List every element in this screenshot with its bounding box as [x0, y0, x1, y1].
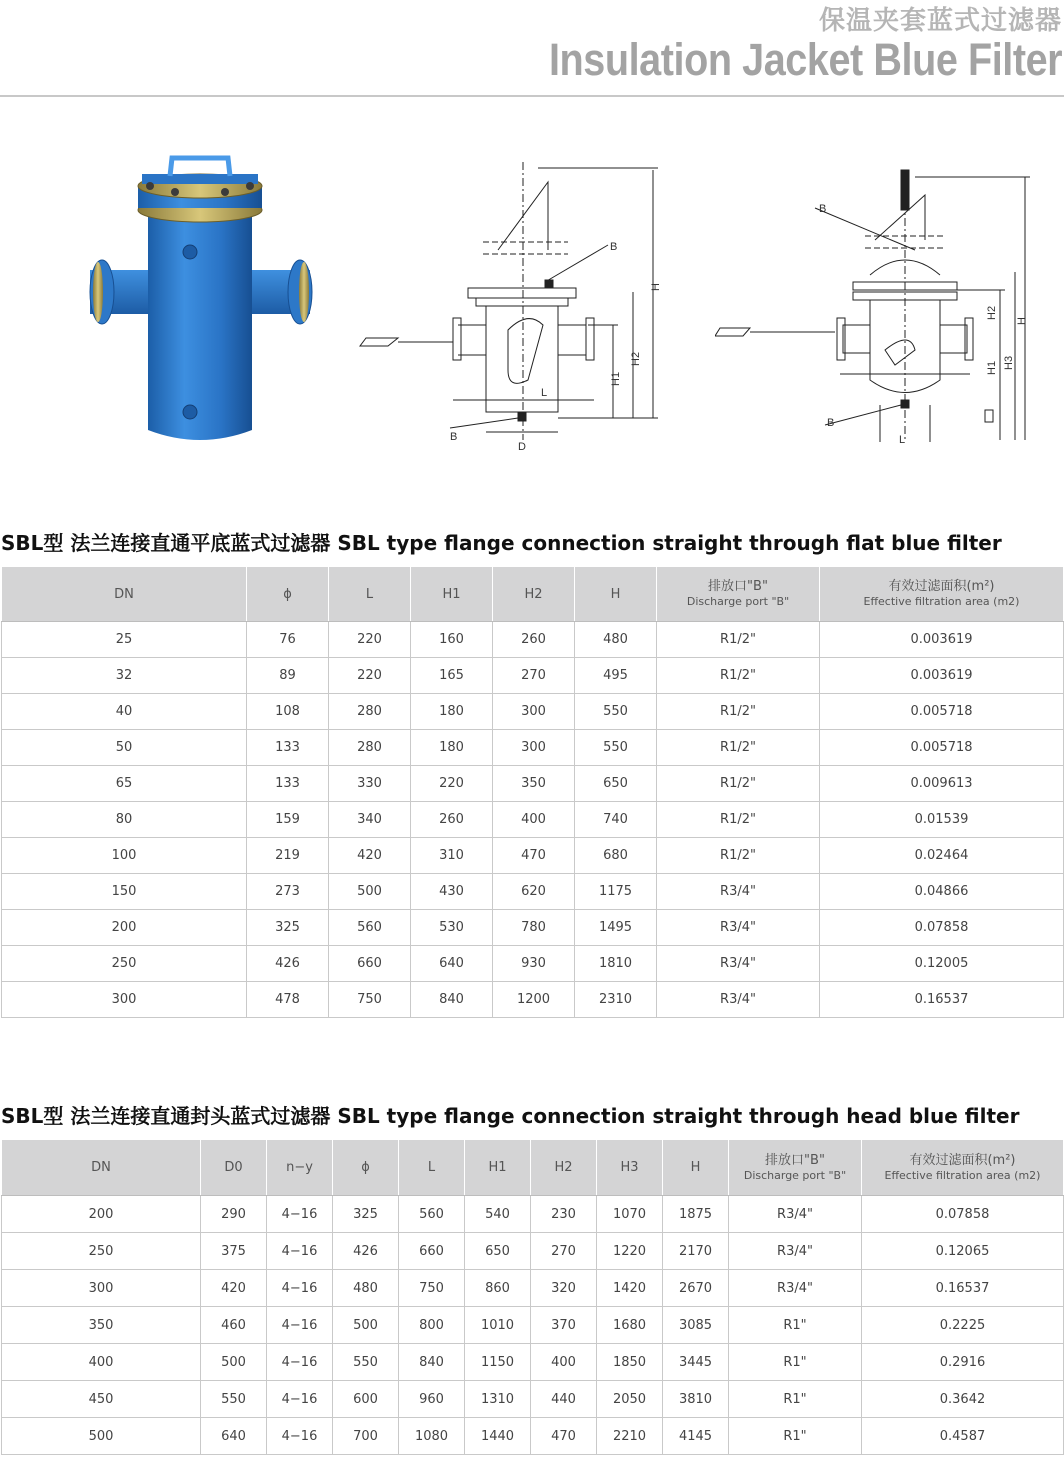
table-cell: 270 — [493, 658, 575, 694]
label-b: B — [610, 241, 618, 253]
col-header-ny: n−y — [267, 1140, 333, 1196]
table-row — [2, 1344, 1064, 1381]
table2-header-row — [2, 1140, 1064, 1196]
table-cell: 0.005718 — [820, 694, 1064, 730]
table-cell: R1/2" — [657, 658, 820, 694]
table-cell: 165 — [411, 658, 493, 694]
table-cell: 270 — [531, 1233, 597, 1270]
table-cell: 0.2225 — [862, 1307, 1064, 1344]
table-cell: 1010 — [465, 1307, 531, 1344]
col-header-dn: DN — [2, 1140, 201, 1196]
figures-row — [0, 140, 1064, 460]
table-cell: 310 — [411, 838, 493, 874]
table-cell: 0.003619 — [820, 622, 1064, 658]
table-cell: 500 — [2, 1418, 201, 1455]
table-cell: 40 — [2, 694, 247, 730]
label-h3: H3 — [1003, 355, 1015, 370]
title-chinese: 保温夹套蓝式过滤器 — [818, 6, 1062, 36]
table-cell: 0.16537 — [820, 982, 1064, 1018]
table-cell: 260 — [493, 622, 575, 658]
table2-head-filter — [1, 1139, 1064, 1455]
table-cell: 350 — [2, 1307, 201, 1344]
table-cell: 800 — [399, 1307, 465, 1344]
table-cell: 133 — [247, 766, 329, 802]
table1-flat-filter — [1, 566, 1064, 1018]
table-row — [2, 1233, 1064, 1270]
table-cell: 930 — [493, 946, 575, 982]
label-h1: H1 — [986, 360, 998, 375]
col-header-h3: H3 — [597, 1140, 663, 1196]
col-header-phi: ϕ — [333, 1140, 399, 1196]
table-cell: 4−16 — [267, 1344, 333, 1381]
col-header-discharge-cn: 排放口"B" — [765, 1152, 825, 1168]
table-row — [2, 622, 1064, 658]
table-cell: 150 — [2, 874, 247, 910]
table-cell: 108 — [247, 694, 329, 730]
col-header-area — [820, 567, 1064, 622]
table-row — [2, 874, 1064, 910]
label-b: B — [819, 203, 827, 215]
table-cell: 133 — [247, 730, 329, 766]
table-cell: R1" — [729, 1381, 862, 1418]
col-header-h1: H1 — [411, 567, 493, 622]
table-cell: 260 — [411, 802, 493, 838]
table-cell: 560 — [399, 1196, 465, 1233]
technical-drawing-head — [715, 160, 1055, 450]
table-cell: R3/4" — [657, 946, 820, 982]
col-header-discharge — [729, 1140, 862, 1196]
table-cell: 420 — [329, 838, 411, 874]
label-b: B — [450, 431, 458, 443]
col-header-l: L — [399, 1140, 465, 1196]
table-cell: 700 — [333, 1418, 399, 1455]
table-cell: 0.003619 — [820, 658, 1064, 694]
table-cell: 1875 — [663, 1196, 729, 1233]
label-l: L — [541, 387, 548, 399]
col-header-h2: H2 — [531, 1140, 597, 1196]
table-cell: 300 — [493, 730, 575, 766]
table-cell: 0.3642 — [862, 1381, 1064, 1418]
table-cell: 3085 — [663, 1307, 729, 1344]
table-cell: 1175 — [575, 874, 657, 910]
technical-drawing-flat — [358, 150, 678, 450]
label-l: L — [899, 434, 906, 446]
table-cell: 500 — [333, 1307, 399, 1344]
table-cell: 220 — [329, 622, 411, 658]
table-row — [2, 1307, 1064, 1344]
table-cell: 495 — [575, 658, 657, 694]
table-cell: 470 — [531, 1418, 597, 1455]
table-cell: 80 — [2, 802, 247, 838]
table-cell: 0.04866 — [820, 874, 1064, 910]
table-cell: 1310 — [465, 1381, 531, 1418]
table-cell: 0.07858 — [862, 1196, 1064, 1233]
table-cell: R1" — [729, 1307, 862, 1344]
table-cell: 0.005718 — [820, 730, 1064, 766]
table-cell: 1420 — [597, 1270, 663, 1307]
table-cell: 1495 — [575, 910, 657, 946]
table-cell: 89 — [247, 658, 329, 694]
table-cell: 0.01539 — [820, 802, 1064, 838]
table-cell: 530 — [411, 910, 493, 946]
table-cell: 750 — [399, 1270, 465, 1307]
col-header-h: H — [663, 1140, 729, 1196]
table-cell: 280 — [329, 730, 411, 766]
table-cell: 400 — [2, 1344, 201, 1381]
table-cell: R3/4" — [657, 910, 820, 946]
table-cell: 0.02464 — [820, 838, 1064, 874]
table-cell: 4−16 — [267, 1381, 333, 1418]
table-cell: 100 — [2, 838, 247, 874]
col-header-h1: H1 — [465, 1140, 531, 1196]
table-cell: R3/4" — [657, 874, 820, 910]
table-cell: 600 — [333, 1381, 399, 1418]
table-row — [2, 694, 1064, 730]
table-row — [2, 946, 1064, 982]
col-header-d0: D0 — [201, 1140, 267, 1196]
table-cell: 500 — [329, 874, 411, 910]
table-cell: 840 — [411, 982, 493, 1018]
table-cell: 740 — [575, 802, 657, 838]
col-header-discharge-en: Discharge port "B" — [686, 595, 790, 608]
table-row — [2, 1196, 1064, 1233]
table-cell: 76 — [247, 622, 329, 658]
table1-header-row — [2, 567, 1064, 622]
table-cell: 0.16537 — [862, 1270, 1064, 1307]
table-cell: 500 — [201, 1344, 267, 1381]
table-cell: 480 — [575, 622, 657, 658]
table-cell: 290 — [201, 1196, 267, 1233]
table-cell: 25 — [2, 622, 247, 658]
table-cell: 660 — [399, 1233, 465, 1270]
table-cell: 860 — [465, 1270, 531, 1307]
page-header — [0, 0, 1064, 97]
table-cell: 420 — [201, 1270, 267, 1307]
table-cell: 1440 — [465, 1418, 531, 1455]
table-cell: 0.009613 — [820, 766, 1064, 802]
table-cell: 180 — [411, 694, 493, 730]
table-cell: R1/2" — [657, 766, 820, 802]
table-cell: 640 — [411, 946, 493, 982]
table-cell: 300 — [2, 1270, 201, 1307]
table-cell: 50 — [2, 730, 247, 766]
table-cell: 1200 — [493, 982, 575, 1018]
table-cell: 250 — [2, 946, 247, 982]
table-cell: 620 — [493, 874, 575, 910]
title-english: Insulation Jacket Blue Filter — [548, 34, 1062, 85]
col-header-discharge-en: Discharge port "B" — [743, 1168, 847, 1182]
table-cell: 3810 — [663, 1381, 729, 1418]
table-cell: 230 — [531, 1196, 597, 1233]
table-cell: 330 — [329, 766, 411, 802]
table-cell: 2310 — [575, 982, 657, 1018]
table-cell: 300 — [493, 694, 575, 730]
col-header-discharge-cn: 排放口"B" — [708, 579, 768, 594]
table-cell: 650 — [465, 1233, 531, 1270]
table-cell: 300 — [2, 982, 247, 1018]
label-h2: H2 — [630, 351, 642, 366]
table-cell: 550 — [575, 730, 657, 766]
table-cell: 4−16 — [267, 1307, 333, 1344]
table-cell: 1070 — [597, 1196, 663, 1233]
table-cell: 680 — [575, 838, 657, 874]
table-cell: 280 — [329, 694, 411, 730]
table-cell: 0.4587 — [862, 1418, 1064, 1455]
table-cell: 320 — [531, 1270, 597, 1307]
label-b: B — [827, 417, 835, 429]
table-cell: 400 — [493, 802, 575, 838]
table-cell: 660 — [329, 946, 411, 982]
label-h1: H1 — [610, 371, 622, 386]
table-cell: 3445 — [663, 1344, 729, 1381]
table-cell: 550 — [575, 694, 657, 730]
label-h: H — [650, 283, 662, 291]
table-row — [2, 982, 1064, 1018]
table-cell: 2050 — [597, 1381, 663, 1418]
table1-title: SBL型 法兰连接直通平底蓝式过滤器 SBL type flange connection straight through flat blue filter — [1, 531, 1002, 555]
table-cell: 1850 — [597, 1344, 663, 1381]
table-cell: 200 — [2, 1196, 201, 1233]
table-cell: 0.2916 — [862, 1344, 1064, 1381]
table-cell: 160 — [411, 622, 493, 658]
table-cell: 4−16 — [267, 1270, 333, 1307]
table-cell: 325 — [247, 910, 329, 946]
table-cell: 350 — [493, 766, 575, 802]
table-cell: R3/4" — [729, 1233, 862, 1270]
table-row — [2, 802, 1064, 838]
table-cell: 750 — [329, 982, 411, 1018]
col-header-area-cn: 有效过滤面积(m²) — [888, 579, 995, 594]
table-cell: 1810 — [575, 946, 657, 982]
table-row — [2, 1381, 1064, 1418]
table-cell: R1/2" — [657, 838, 820, 874]
table-cell: 273 — [247, 874, 329, 910]
table-cell: 780 — [493, 910, 575, 946]
table-cell: 640 — [201, 1418, 267, 1455]
table-cell: R1/2" — [657, 622, 820, 658]
table-cell: R1/2" — [657, 694, 820, 730]
table-cell: 450 — [2, 1381, 201, 1418]
table-row — [2, 1270, 1064, 1307]
table2-body — [2, 1196, 1064, 1455]
table-cell: 4−16 — [267, 1233, 333, 1270]
table2-title: SBL型 法兰连接直通封头蓝式过滤器 SBL type flange connection straight through head blue filter — [1, 1104, 1020, 1128]
table-cell: 250 — [2, 1233, 201, 1270]
table-cell: 219 — [247, 838, 329, 874]
table-cell: 220 — [329, 658, 411, 694]
table-cell: R1/2" — [657, 730, 820, 766]
table-cell: 4−16 — [267, 1418, 333, 1455]
table-cell: 650 — [575, 766, 657, 802]
table-cell: R3/4" — [729, 1196, 862, 1233]
table-cell: 220 — [411, 766, 493, 802]
table-cell: 400 — [531, 1344, 597, 1381]
col-header-dn: DN — [2, 567, 247, 622]
table-row — [2, 910, 1064, 946]
table-cell: 960 — [399, 1381, 465, 1418]
table-cell: 159 — [247, 802, 329, 838]
col-header-phi: ϕ — [247, 567, 329, 622]
table-row — [2, 766, 1064, 802]
table-cell: 550 — [201, 1381, 267, 1418]
col-header-h: H — [575, 567, 657, 622]
table-cell: 4145 — [663, 1418, 729, 1455]
table-cell: 2670 — [663, 1270, 729, 1307]
table-cell: 426 — [247, 946, 329, 982]
table-cell: 2210 — [597, 1418, 663, 1455]
table-cell: 480 — [333, 1270, 399, 1307]
table-cell: 0.07858 — [820, 910, 1064, 946]
table-cell: R1" — [729, 1344, 862, 1381]
col-header-discharge — [657, 567, 820, 622]
table-row — [2, 838, 1064, 874]
header-divider — [0, 95, 1064, 97]
table-cell: 375 — [201, 1233, 267, 1270]
table-row — [2, 658, 1064, 694]
table-cell: 550 — [333, 1344, 399, 1381]
table-cell: 340 — [329, 802, 411, 838]
label-h: H — [1016, 317, 1028, 325]
table-cell: 180 — [411, 730, 493, 766]
table-cell: 4−16 — [267, 1196, 333, 1233]
col-header-h2: H2 — [493, 567, 575, 622]
table-cell: 430 — [411, 874, 493, 910]
table-row — [2, 730, 1064, 766]
table1-body — [2, 622, 1064, 1018]
table-cell: 478 — [247, 982, 329, 1018]
col-header-area-en: Effective filtration area (m2) — [884, 1168, 1041, 1182]
table-cell: 370 — [531, 1307, 597, 1344]
table-cell: 426 — [333, 1233, 399, 1270]
label-d: D — [518, 441, 526, 450]
col-header-area-cn: 有效过滤面积(m²) — [909, 1152, 1016, 1168]
table-cell: 440 — [531, 1381, 597, 1418]
table-cell: 0.12005 — [820, 946, 1064, 982]
table-cell: 200 — [2, 910, 247, 946]
table-cell: 2170 — [663, 1233, 729, 1270]
col-header-area — [862, 1140, 1064, 1196]
table-cell: 0.12065 — [862, 1233, 1064, 1270]
table-cell: 840 — [399, 1344, 465, 1381]
table-row — [2, 1418, 1064, 1455]
table-cell: 560 — [329, 910, 411, 946]
table-cell: 1150 — [465, 1344, 531, 1381]
col-header-area-en: Effective filtration area (m2) — [863, 595, 1020, 608]
label-h2: H2 — [986, 305, 998, 320]
table-cell: 1220 — [597, 1233, 663, 1270]
table-cell: 460 — [201, 1307, 267, 1344]
table-cell: 325 — [333, 1196, 399, 1233]
table-cell: R1/2" — [657, 802, 820, 838]
table-cell: 32 — [2, 658, 247, 694]
table-cell: 1680 — [597, 1307, 663, 1344]
col-header-l: L — [329, 567, 411, 622]
table-cell: 540 — [465, 1196, 531, 1233]
table-cell: R3/4" — [657, 982, 820, 1018]
table-cell: 1080 — [399, 1418, 465, 1455]
table-cell: R3/4" — [729, 1270, 862, 1307]
table-cell: 65 — [2, 766, 247, 802]
product-photo — [80, 150, 320, 450]
table-cell: R1" — [729, 1418, 862, 1455]
table-cell: 470 — [493, 838, 575, 874]
